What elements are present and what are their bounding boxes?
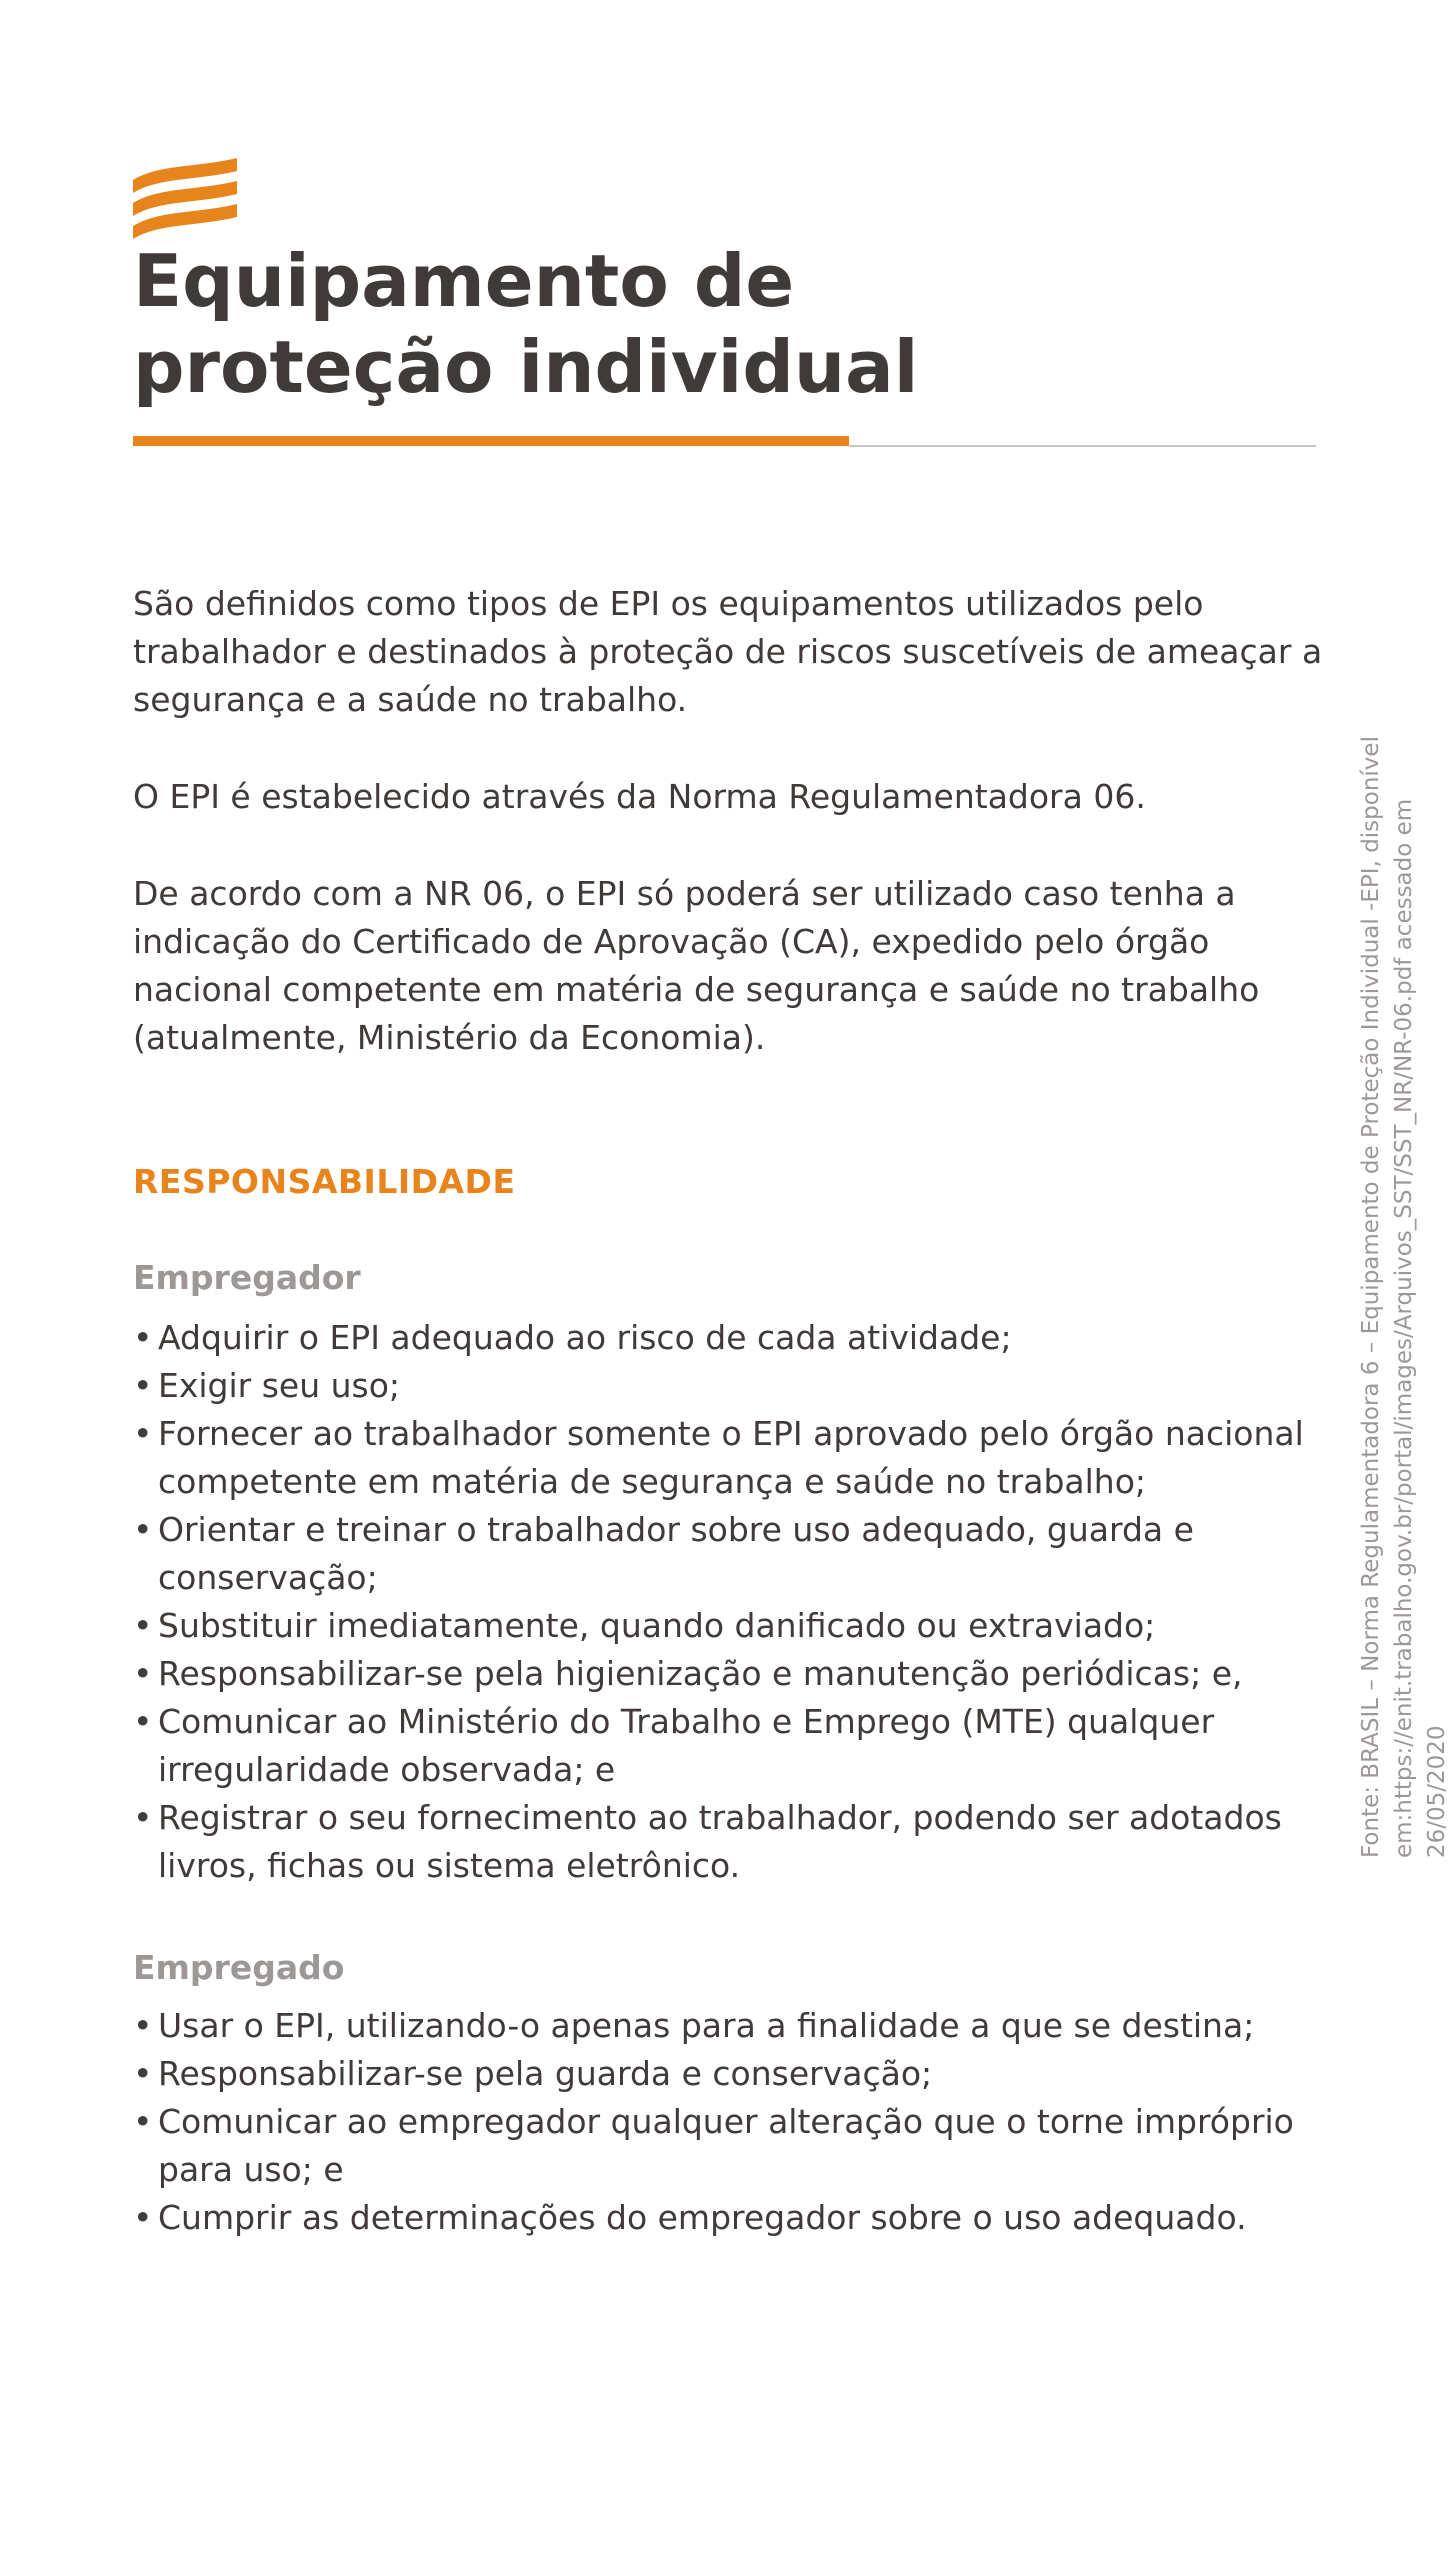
title-accent-divider — [133, 436, 849, 446]
list-item: • Adquirir o EPI adequado ao risco de cada atividade; — [133, 1314, 1333, 1362]
list-item: • Comunicar ao Ministério do Trabalho e Emprego (MTE) qualquer irregularidade observada; e — [133, 1698, 1333, 1794]
list-item: • Orientar e treinar o trabalhador sobre uso adequado, guarda e conservação; — [133, 1506, 1333, 1602]
employer-duties-list — [133, 1314, 1333, 1890]
source-citation: Fonte: BRASIL – Norma Regulamentadora 6 – Equipamento de Proteção Individual -EPI, disponível em:https://enit.trabalho.gov.br/portal/images/Arquivos_SST/SST_NR/NR-06.pdf acessado em 26/05/2020 — [1358, 736, 1450, 1858]
list-item: • Responsabilizar-se pela higienização e manutenção periódicas; e, — [133, 1650, 1333, 1698]
intro-paragraph-norm: O EPI é estabelecido através da Norma Regulamentadora 06. — [133, 777, 1146, 816]
subheading-employer: Empregador — [133, 1258, 361, 1297]
list-item: • Registrar o seu fornecimento ao trabalhador, podendo ser adotados livros, fichas ou sistema eletrônico. — [133, 1794, 1333, 1890]
list-item: • Comunicar ao empregador qualquer alteração que o torne impróprio para uso; e — [133, 2098, 1333, 2194]
list-item: • Substituir imediatamente, quando danificado ou extraviado; — [133, 1602, 1333, 1650]
intro-paragraph-certificate: De acordo com a NR 06, o EPI só poderá ser utilizado caso tenha a indicação do Certificado de Aprovação (CA), expedido pelo órgão nacional competente em matéria de segurança e saúde no trabalho (atualmente, Ministério da Economia). — [133, 874, 1260, 1057]
page-title — [133, 238, 918, 410]
section-heading-responsibility: RESPONSABILIDADE — [133, 1162, 516, 1201]
title-divider-line — [849, 445, 1316, 447]
page-title-line-1: Equipamento de — [133, 239, 795, 323]
list-item: • Fornecer ao trabalhador somente o EPI aprovado pelo órgão nacional competente em matéria de segurança e saúde no trabalho; — [133, 1410, 1333, 1506]
list-item: • Usar o EPI, utilizando-o apenas para a finalidade a que se destina; — [133, 2002, 1333, 2050]
list-item: • Exigir seu uso; — [133, 1362, 1333, 1410]
page-title-line-2: proteção individual — [133, 325, 919, 409]
list-item: • Cumprir as determinações do empregador sobre o uso adequado. — [133, 2194, 1333, 2242]
intro-paragraph-definition: São definidos como tipos de EPI os equipamentos utilizados pelo trabalhador e destinados à proteção de riscos suscetíveis de ameaçar a segurança e a saúde no trabalho. — [133, 584, 1323, 719]
list-item: • Responsabilizar-se pela guarda e conservação; — [133, 2050, 1333, 2098]
employee-duties-list — [133, 2002, 1333, 2242]
subheading-employee: Empregado — [133, 1948, 345, 1987]
orange-wave-stripes-icon — [133, 158, 237, 240]
